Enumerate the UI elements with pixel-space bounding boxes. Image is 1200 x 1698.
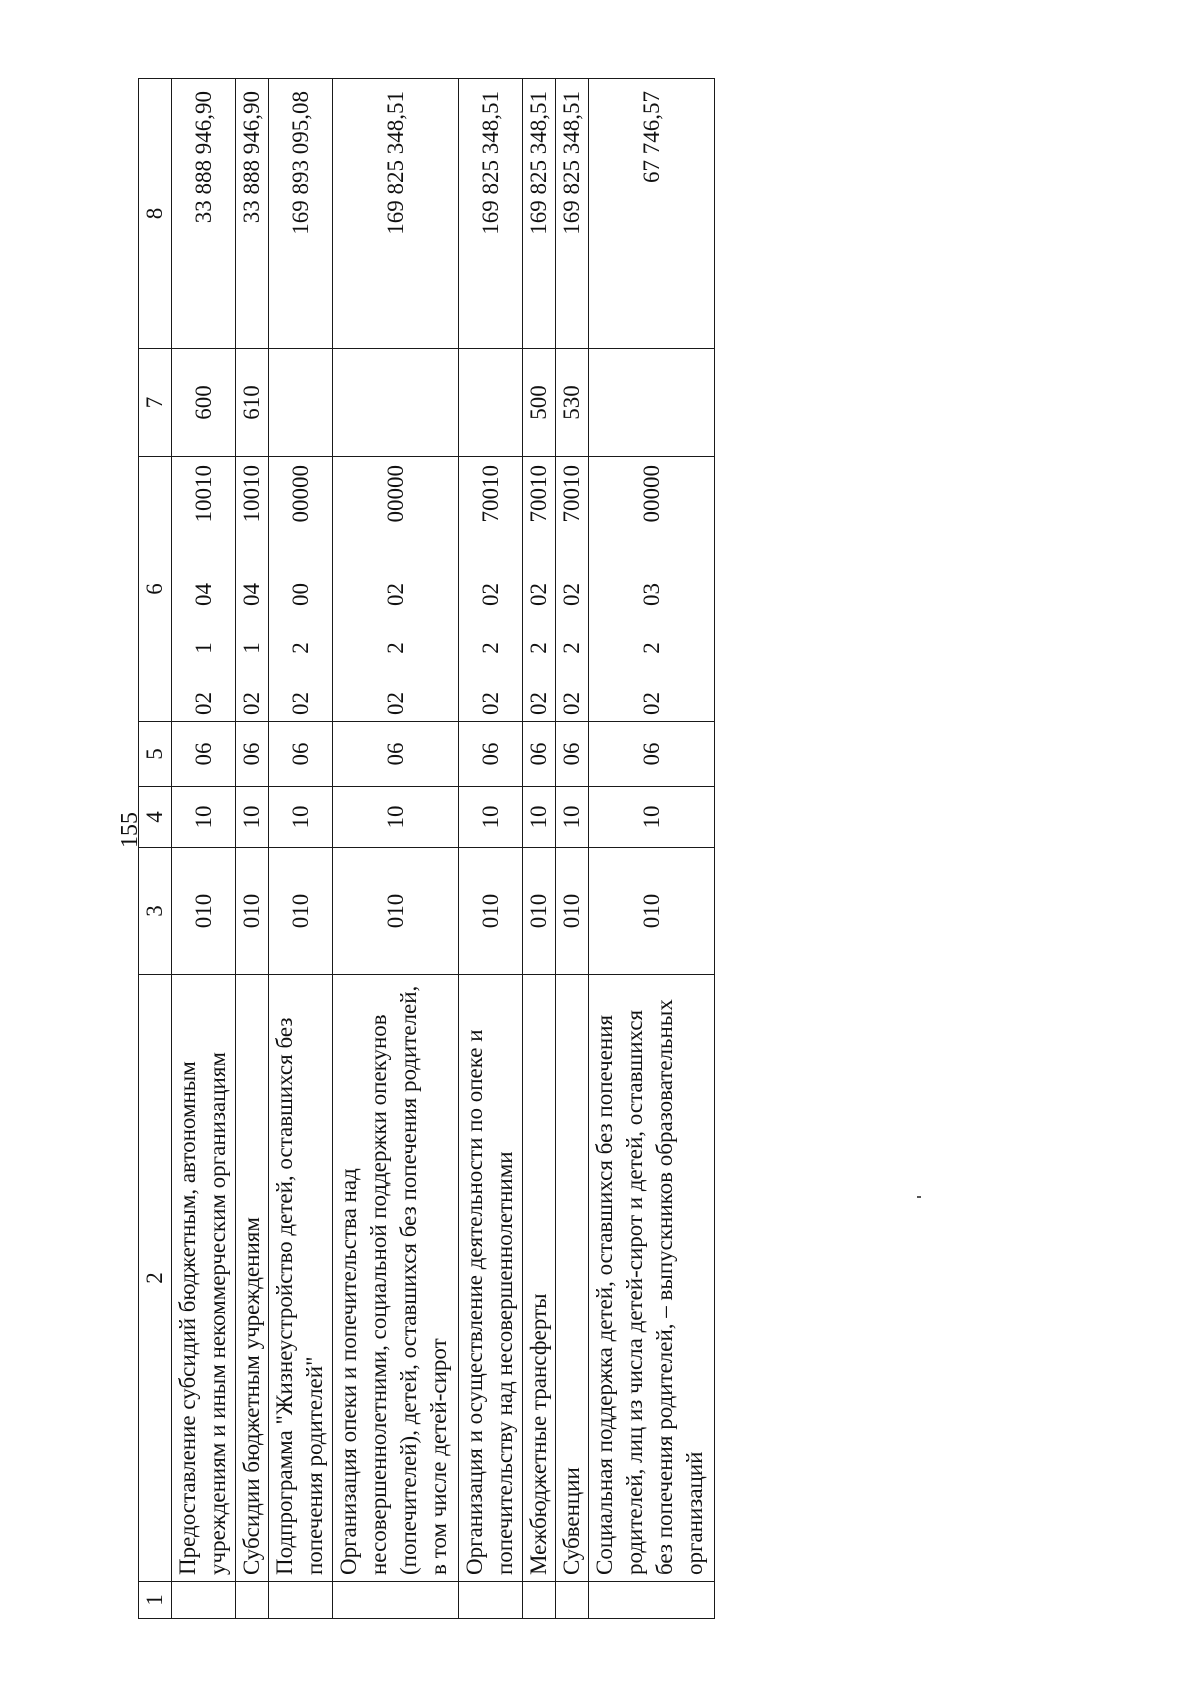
row-expense-type xyxy=(333,349,459,457)
row-target-event: 02 xyxy=(459,565,523,625)
row-target-program: 02 xyxy=(589,672,715,722)
row-subsection: 06 xyxy=(556,722,589,787)
row-target-event: 02 xyxy=(523,565,556,625)
header-col-4: 4 xyxy=(139,787,172,848)
row-target-subprogram: 1 xyxy=(236,625,269,672)
row-name: Социальная поддержка детей, оставшихся без попечения родителей, лиц из числа детей-сирот и детей, оставшихся без попечения родителей, – выпускников образовательных организаций xyxy=(589,975,715,1582)
row-subsection: 06 xyxy=(172,722,236,787)
table-row xyxy=(556,79,589,1619)
row-index-cell xyxy=(269,1582,333,1619)
row-section: 10 xyxy=(269,787,333,848)
header-col-5: 5 xyxy=(139,722,172,787)
header-col-2: 2 xyxy=(139,975,172,1582)
row-target-subprogram: 2 xyxy=(589,625,715,672)
row-target-direction: 00000 xyxy=(269,457,333,565)
row-target-direction: 10010 xyxy=(236,457,269,565)
row-section: 10 xyxy=(236,787,269,848)
header-col-6: 6 xyxy=(139,457,172,722)
row-section: 10 xyxy=(459,787,523,848)
row-amount: 33 888 946,90 xyxy=(236,79,269,349)
row-expense-type: 530 xyxy=(556,349,589,457)
row-index-cell xyxy=(589,1582,715,1619)
row-target-subprogram: 2 xyxy=(556,625,589,672)
row-amount: 33 888 946,90 xyxy=(172,79,236,349)
row-expense-type xyxy=(589,349,715,457)
row-target-direction: 70010 xyxy=(459,457,523,565)
header-col-1: 1 xyxy=(139,1582,172,1619)
header-col-7: 7 xyxy=(139,349,172,457)
row-amount: 67 746,57 xyxy=(589,79,715,349)
row-amount: 169 825 348,51 xyxy=(333,79,459,349)
table-row xyxy=(459,79,523,1619)
row-index-cell xyxy=(523,1582,556,1619)
table-row xyxy=(172,79,236,1619)
row-index-cell xyxy=(236,1582,269,1619)
row-amount: 169 825 348,51 xyxy=(459,79,523,349)
row-code: 010 xyxy=(589,848,715,975)
table-row xyxy=(523,79,556,1619)
table-row xyxy=(333,79,459,1619)
row-target-subprogram: 2 xyxy=(333,625,459,672)
row-name: Межбюджетные трансферты xyxy=(523,975,556,1582)
row-target-subprogram: 2 xyxy=(269,625,333,672)
row-name: Предоставление субсидий бюджетным, автономным учреждениям и иным некоммерческим организациям xyxy=(172,975,236,1582)
row-index-cell xyxy=(556,1582,589,1619)
row-target-program: 02 xyxy=(172,672,236,722)
row-target-subprogram: 2 xyxy=(459,625,523,672)
row-subsection: 06 xyxy=(269,722,333,787)
row-section: 10 xyxy=(172,787,236,848)
row-code: 010 xyxy=(269,848,333,975)
row-target-event: 02 xyxy=(333,565,459,625)
row-name: Субсидии бюджетным учреждениям xyxy=(236,975,269,1582)
page-number: 155 xyxy=(117,812,143,848)
row-target-program: 02 xyxy=(523,672,556,722)
row-target-direction: 70010 xyxy=(523,457,556,565)
row-target-program: 02 xyxy=(333,672,459,722)
row-index-cell xyxy=(333,1582,459,1619)
table-row xyxy=(269,79,333,1619)
row-name: Организация и осуществление деятельности по опеке и попечительству над несовершеннолетними xyxy=(459,975,523,1582)
row-section: 10 xyxy=(333,787,459,848)
row-name: Подпрограмма "Жизнеустройство детей, оставшихся без попечения родителей" xyxy=(269,975,333,1582)
row-target-program: 02 xyxy=(236,672,269,722)
row-code: 010 xyxy=(172,848,236,975)
row-expense-type: 600 xyxy=(172,349,236,457)
budget-table-rotated xyxy=(138,79,775,1619)
row-target-event: 02 xyxy=(556,565,589,625)
header-row xyxy=(139,79,172,1619)
row-expense-type xyxy=(269,349,333,457)
table-row xyxy=(236,79,269,1619)
row-expense-type: 610 xyxy=(236,349,269,457)
row-target-direction: 10010 xyxy=(172,457,236,565)
row-target-subprogram: 1 xyxy=(172,625,236,672)
row-subsection: 06 xyxy=(589,722,715,787)
header-col-8: 8 xyxy=(139,79,172,349)
row-target-event: 04 xyxy=(236,565,269,625)
row-code: 010 xyxy=(523,848,556,975)
row-target-direction: 00000 xyxy=(589,457,715,565)
row-target-program: 02 xyxy=(556,672,589,722)
row-subsection: 06 xyxy=(523,722,556,787)
row-code: 010 xyxy=(333,848,459,975)
header-col-3: 3 xyxy=(139,848,172,975)
budget-table xyxy=(138,78,715,1619)
row-section: 10 xyxy=(556,787,589,848)
row-target-event: 03 xyxy=(589,565,715,625)
row-target-event: 00 xyxy=(269,565,333,625)
table-row xyxy=(589,79,715,1619)
row-code: 010 xyxy=(556,848,589,975)
row-section: 10 xyxy=(523,787,556,848)
row-amount: 169 825 348,51 xyxy=(556,79,589,349)
row-target-program: 02 xyxy=(459,672,523,722)
row-target-subprogram: 2 xyxy=(523,625,556,672)
row-subsection: 06 xyxy=(459,722,523,787)
row-name: Организация опеки и попечительства над несовершеннолетними, социальной поддержки опекунов (попечителей), детей, оставшихся без попечения родителей, в том числе детей-сирот xyxy=(333,975,459,1582)
row-code: 010 xyxy=(236,848,269,975)
row-target-direction: 70010 xyxy=(556,457,589,565)
row-target-direction: 00000 xyxy=(333,457,459,565)
row-index-cell xyxy=(172,1582,236,1619)
row-subsection: 06 xyxy=(333,722,459,787)
row-code: 010 xyxy=(459,848,523,975)
row-section: 10 xyxy=(589,787,715,848)
scan-speck xyxy=(917,1196,921,1198)
row-index-cell xyxy=(459,1582,523,1619)
row-expense-type: 500 xyxy=(523,349,556,457)
row-expense-type xyxy=(459,349,523,457)
row-subsection: 06 xyxy=(236,722,269,787)
row-target-program: 02 xyxy=(269,672,333,722)
row-amount: 169 825 348,51 xyxy=(523,79,556,349)
row-name: Субвенции xyxy=(556,975,589,1582)
row-amount: 169 893 095,08 xyxy=(269,79,333,349)
row-target-event: 04 xyxy=(172,565,236,625)
